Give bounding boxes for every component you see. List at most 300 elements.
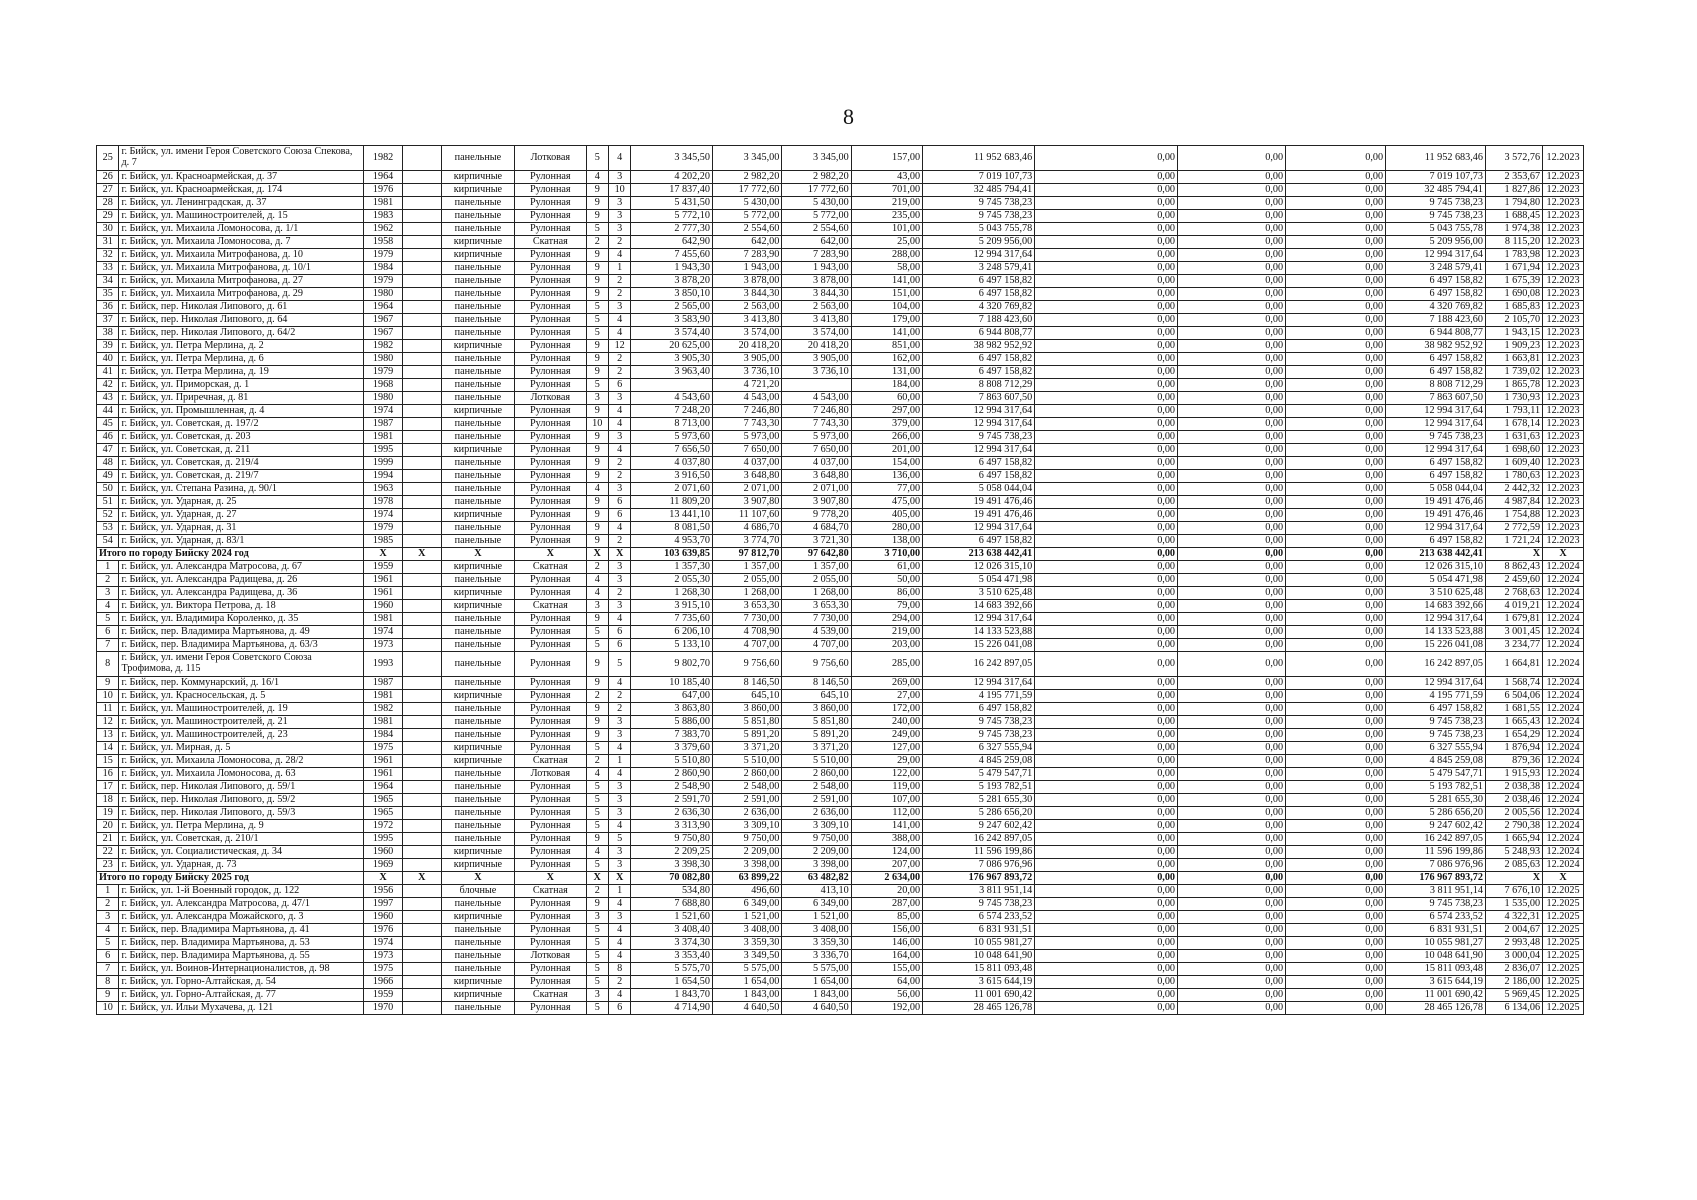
residential-area-owned-cell: 7 650,00 — [782, 444, 851, 457]
floors-cell: 4 — [586, 768, 608, 781]
residents-count-cell: 104,00 — [851, 301, 922, 314]
residential-area-owned-cell: 3 721,30 — [782, 535, 851, 548]
unit-cost-cell: 1 915,93 — [1485, 768, 1542, 781]
row-number-cell: 20 — [97, 820, 119, 833]
cost-federal-cell: 0,00 — [1035, 223, 1178, 236]
floors-cell: 9 — [586, 353, 608, 366]
year-built-cell: 1981 — [364, 716, 403, 729]
cost-total-cell: 9 745 738,23 — [923, 729, 1035, 742]
cost-owners-cell: 5 058 044,04 — [1386, 483, 1486, 496]
year-reconstruction-cell — [402, 950, 441, 963]
roof-type-cell: Лотковая — [515, 950, 586, 963]
cost-regional-cell: 0,00 — [1178, 729, 1286, 742]
year-built-cell: 1995 — [364, 833, 403, 846]
floors-cell: 5 — [586, 223, 608, 236]
floors-cell: 4 — [586, 574, 608, 587]
total-area-cell: 3 379,60 — [631, 742, 713, 755]
total-area-cell: 1 654,50 — [631, 976, 713, 989]
residents-count-cell: 151,00 — [851, 288, 922, 301]
wall-material-cell: панельные — [441, 807, 514, 820]
cost-owners-cell: 14 683 392,66 — [1386, 600, 1486, 613]
cost-total-cell: 28 465 126,78 — [923, 1002, 1035, 1015]
year-built-cell: 1983 — [364, 210, 403, 223]
cost-federal-cell: 0,00 — [1035, 535, 1178, 548]
year-built-cell: 1963 — [364, 483, 403, 496]
completion-date-cell: 12.2024 — [1543, 781, 1584, 794]
year-built-cell: 1980 — [364, 288, 403, 301]
entrances-cell: 2 — [608, 288, 630, 301]
roof-type-cell: Рулонная — [515, 859, 586, 872]
address-cell: г. Бийск, ул. Михаила Ломоносова, д. 7 — [119, 236, 364, 249]
cost-federal-cell: 0,00 — [1035, 794, 1178, 807]
wall-material-cell: панельные — [441, 613, 514, 626]
year-built-cell: 1960 — [364, 600, 403, 613]
wall-material-cell: панельные — [441, 275, 514, 288]
address-cell: г. Бийск, ул. Машиностроителей, д. 21 — [119, 716, 364, 729]
cost-total-cell: 16 242 897,05 — [923, 652, 1035, 677]
cost-local-cell: 0,00 — [1286, 937, 1386, 950]
row-number-cell: 52 — [97, 509, 119, 522]
cost-local-cell: 0,00 — [1286, 470, 1386, 483]
total-area-cell: 2 055,30 — [631, 574, 713, 587]
residential-area-cell: 3 774,70 — [712, 535, 781, 548]
residential-area-owned-cell: 3 907,80 — [782, 496, 851, 509]
cost-total-cell: 3 248 579,41 — [923, 262, 1035, 275]
residents-count-cell: 379,00 — [851, 418, 922, 431]
year-built-cell: 1997 — [364, 898, 403, 911]
cost-federal-cell: 0,00 — [1035, 781, 1178, 794]
cost-federal-cell: 0,00 — [1035, 522, 1178, 535]
cost-regional-cell: 0,00 — [1178, 781, 1286, 794]
cost-owners-cell: 12 994 317,64 — [1386, 418, 1486, 431]
wall-material-cell: кирпичные — [441, 989, 514, 1002]
cost-total-cell: 32 485 794,41 — [923, 184, 1035, 197]
cost-regional-cell: 0,00 — [1178, 379, 1286, 392]
residential-area-cell: 2 591,00 — [712, 794, 781, 807]
row-number-cell: 49 — [97, 470, 119, 483]
cost-total-cell: 7 086 976,96 — [923, 859, 1035, 872]
cost-owners-cell: 7 188 423,60 — [1386, 314, 1486, 327]
roof-type-cell: Рулонная — [515, 366, 586, 379]
entrances-cell: 4 — [608, 522, 630, 535]
wall-material-cell: панельные — [441, 963, 514, 976]
row-number-cell: 38 — [97, 327, 119, 340]
unit-cost-cell: 1 721,24 — [1485, 535, 1542, 548]
year-reconstruction-cell: X — [402, 548, 441, 561]
unit-cost-cell: 3 572,76 — [1485, 146, 1542, 171]
cost-local-cell: 0,00 — [1286, 742, 1386, 755]
address-cell: г. Бийск, ул. Михаила Ломоносова, д. 63 — [119, 768, 364, 781]
residents-count-cell: 2 634,00 — [851, 872, 922, 885]
cost-regional-cell: 0,00 — [1178, 872, 1286, 885]
roof-type-cell: Рулонная — [515, 781, 586, 794]
cost-regional-cell: 0,00 — [1178, 820, 1286, 833]
roof-type-cell: Скатная — [515, 989, 586, 1002]
floors-cell: 2 — [586, 755, 608, 768]
address-cell: г. Бийск, ул. Горно-Алтайская, д. 77 — [119, 989, 364, 1002]
wall-material-cell: кирпичные — [441, 509, 514, 522]
cost-federal-cell: 0,00 — [1035, 548, 1178, 561]
cost-total-cell: 176 967 893,72 — [923, 872, 1035, 885]
entrances-cell: 2 — [608, 275, 630, 288]
row-number-cell: 15 — [97, 755, 119, 768]
year-built-cell: 1956 — [364, 885, 403, 898]
cost-local-cell: 0,00 — [1286, 340, 1386, 353]
residential-area-owned-cell: 413,10 — [782, 885, 851, 898]
residential-area-owned-cell: 5 973,00 — [782, 431, 851, 444]
year-built-cell: 1967 — [364, 314, 403, 327]
roof-type-cell: Рулонная — [515, 911, 586, 924]
cost-federal-cell: 0,00 — [1035, 288, 1178, 301]
cost-local-cell: 0,00 — [1286, 353, 1386, 366]
floors-cell: 9 — [586, 535, 608, 548]
residential-area-owned-cell: 4 543,00 — [782, 392, 851, 405]
cost-total-cell: 14 683 392,66 — [923, 600, 1035, 613]
year-built-cell: 1967 — [364, 327, 403, 340]
residential-area-owned-cell: 2 554,60 — [782, 223, 851, 236]
residential-area-owned-cell: 2 860,00 — [782, 768, 851, 781]
residents-count-cell: 288,00 — [851, 249, 922, 262]
address-cell: г. Бийск, ул. Советская, д. 197/2 — [119, 418, 364, 431]
cost-federal-cell: 0,00 — [1035, 937, 1178, 950]
address-cell: г. Бийск, ул. Ударная, д. 73 — [119, 859, 364, 872]
address-cell: г. Бийск, ул. Виктора Петрова, д. 18 — [119, 600, 364, 613]
floors-cell: 5 — [586, 327, 608, 340]
address-cell: г. Бийск, ул. Михаила Митрофанова, д. 10/1 — [119, 262, 364, 275]
year-reconstruction-cell — [402, 703, 441, 716]
row-number-cell: 23 — [97, 859, 119, 872]
residents-count-cell: 179,00 — [851, 314, 922, 327]
floors-cell: 5 — [586, 301, 608, 314]
cost-regional-cell: 0,00 — [1178, 249, 1286, 262]
year-built-cell: 1960 — [364, 911, 403, 924]
year-reconstruction-cell — [402, 535, 441, 548]
roof-type-cell: Лотковая — [515, 768, 586, 781]
residents-count-cell: 3 710,00 — [851, 548, 922, 561]
table-row — [97, 509, 1584, 522]
table-row — [97, 976, 1584, 989]
completion-date-cell: 12.2024 — [1543, 859, 1584, 872]
cost-total-cell: 11 596 199,86 — [923, 846, 1035, 859]
year-reconstruction-cell — [402, 146, 441, 171]
cost-local-cell: 0,00 — [1286, 859, 1386, 872]
address-cell: г. Бийск, пер. Коммунарский, д. 16/1 — [119, 677, 364, 690]
total-area-cell: 3 850,10 — [631, 288, 713, 301]
address-cell: г. Бийск, ул. Александра Матросова, д. 67 — [119, 561, 364, 574]
cost-federal-cell: 0,00 — [1035, 976, 1178, 989]
cost-regional-cell: 0,00 — [1178, 275, 1286, 288]
residential-area-cell: 3 371,20 — [712, 742, 781, 755]
roof-type-cell: Рулонная — [515, 223, 586, 236]
table-row — [97, 652, 1584, 677]
residents-count-cell: 127,00 — [851, 742, 922, 755]
cost-local-cell: 0,00 — [1286, 262, 1386, 275]
table-row — [97, 431, 1584, 444]
completion-date-cell: 12.2023 — [1543, 535, 1584, 548]
total-area-cell: 8 713,00 — [631, 418, 713, 431]
floors-cell: X — [586, 548, 608, 561]
unit-cost-cell: 2 790,38 — [1485, 820, 1542, 833]
cost-federal-cell: 0,00 — [1035, 1002, 1178, 1015]
entrances-cell: 4 — [608, 937, 630, 950]
entrances-cell: 3 — [608, 807, 630, 820]
total-area-cell: 9 802,70 — [631, 652, 713, 677]
completion-date-cell: 12.2025 — [1543, 1002, 1584, 1015]
residential-area-owned-cell: 4 684,70 — [782, 522, 851, 535]
table-row — [97, 937, 1584, 950]
floors-cell: 5 — [586, 963, 608, 976]
residential-area-owned-cell: 3 574,00 — [782, 327, 851, 340]
residential-area-owned-cell: 3 309,10 — [782, 820, 851, 833]
table-row — [97, 275, 1584, 288]
cost-local-cell: 0,00 — [1286, 755, 1386, 768]
cost-federal-cell: 0,00 — [1035, 716, 1178, 729]
year-reconstruction-cell — [402, 223, 441, 236]
wall-material-cell: панельные — [441, 1002, 514, 1015]
residential-area-owned-cell: 3 336,70 — [782, 950, 851, 963]
roof-type-cell: Рулонная — [515, 820, 586, 833]
year-reconstruction-cell — [402, 249, 441, 262]
roof-type-cell: Рулонная — [515, 431, 586, 444]
cost-owners-cell: 12 994 317,64 — [1386, 405, 1486, 418]
entrances-cell: 2 — [608, 587, 630, 600]
cost-owners-cell: 11 952 683,46 — [1386, 146, 1486, 171]
cost-total-cell: 4 845 259,08 — [923, 755, 1035, 768]
total-area-cell: 4 953,70 — [631, 535, 713, 548]
total-area-cell: 5 772,10 — [631, 210, 713, 223]
cost-regional-cell: 0,00 — [1178, 366, 1286, 379]
total-area-cell: 4 037,80 — [631, 457, 713, 470]
completion-date-cell: 12.2024 — [1543, 677, 1584, 690]
year-built-cell: 1979 — [364, 522, 403, 535]
cost-total-cell: 213 638 442,41 — [923, 548, 1035, 561]
residential-area-owned-cell: 5 430,00 — [782, 197, 851, 210]
floors-cell: 5 — [586, 146, 608, 171]
cost-owners-cell: 6 497 158,82 — [1386, 457, 1486, 470]
cost-total-cell: 15 226 041,08 — [923, 639, 1035, 652]
unit-cost-cell: 1 783,98 — [1485, 249, 1542, 262]
cost-total-cell: 10 048 641,90 — [923, 950, 1035, 963]
wall-material-cell: кирпичные — [441, 171, 514, 184]
year-reconstruction-cell — [402, 366, 441, 379]
table-row — [97, 405, 1584, 418]
roof-type-cell: Рулонная — [515, 639, 586, 652]
cost-owners-cell: 4 320 769,82 — [1386, 301, 1486, 314]
roof-type-cell: X — [515, 548, 586, 561]
cost-owners-cell: 9 745 738,23 — [1386, 210, 1486, 223]
address-cell: г. Бийск, пер. Николая Липового, д. 61 — [119, 301, 364, 314]
year-built-cell: 1979 — [364, 275, 403, 288]
cost-total-cell: 6 574 233,52 — [923, 911, 1035, 924]
completion-date-cell: 12.2024 — [1543, 626, 1584, 639]
floors-cell: 9 — [586, 366, 608, 379]
residential-area-owned-cell: 3 413,80 — [782, 314, 851, 327]
residents-count-cell: 146,00 — [851, 937, 922, 950]
cost-total-cell: 3 811 951,14 — [923, 885, 1035, 898]
unit-cost-cell: 2 459,60 — [1485, 574, 1542, 587]
year-built-cell: 1959 — [364, 989, 403, 1002]
year-built-cell: 1994 — [364, 470, 403, 483]
completion-date-cell: 12.2024 — [1543, 574, 1584, 587]
wall-material-cell: панельные — [441, 652, 514, 677]
cost-total-cell: 9 247 602,42 — [923, 820, 1035, 833]
cost-total-cell: 11 952 683,46 — [923, 146, 1035, 171]
year-built-cell: 1978 — [364, 496, 403, 509]
page-number: 8 — [843, 104, 854, 129]
row-number-cell: 4 — [97, 924, 119, 937]
unit-cost-cell: 1 568,74 — [1485, 677, 1542, 690]
address-cell: г. Бийск, ул. имени Героя Советского Союза Спекова, д. 7 — [119, 146, 364, 171]
cost-local-cell: 0,00 — [1286, 418, 1386, 431]
cost-total-cell: 6 497 158,82 — [923, 457, 1035, 470]
floors-cell: 9 — [586, 184, 608, 197]
year-built-cell: 1993 — [364, 652, 403, 677]
year-built-cell: 1962 — [364, 223, 403, 236]
wall-material-cell: кирпичные — [441, 444, 514, 457]
unit-cost-cell: 6 504,06 — [1485, 690, 1542, 703]
table-row — [97, 340, 1584, 353]
cost-total-cell: 5 209 956,00 — [923, 236, 1035, 249]
unit-cost-cell: 1 664,81 — [1485, 652, 1542, 677]
entrances-cell: 3 — [608, 483, 630, 496]
wall-material-cell: панельные — [441, 314, 514, 327]
wall-material-cell: кирпичные — [441, 249, 514, 262]
residential-area-owned-cell: 1 843,00 — [782, 989, 851, 1002]
table-row — [97, 249, 1584, 262]
cost-regional-cell: 0,00 — [1178, 301, 1286, 314]
residential-area-cell: 1 843,00 — [712, 989, 781, 1002]
roof-type-cell: Рулонная — [515, 898, 586, 911]
wall-material-cell: панельные — [441, 820, 514, 833]
table-row — [97, 807, 1584, 820]
row-number-cell: 43 — [97, 392, 119, 405]
entrances-cell: 3 — [608, 431, 630, 444]
entrances-cell: 4 — [608, 898, 630, 911]
cost-owners-cell: 6 574 233,52 — [1386, 911, 1486, 924]
roof-type-cell: Скатная — [515, 600, 586, 613]
residents-count-cell: 122,00 — [851, 768, 922, 781]
cost-total-cell: 9 745 738,23 — [923, 431, 1035, 444]
total-area-cell: 7 248,20 — [631, 405, 713, 418]
residential-area-cell: 7 730,00 — [712, 613, 781, 626]
residents-count-cell: 56,00 — [851, 989, 922, 1002]
wall-material-cell: панельные — [441, 301, 514, 314]
wall-material-cell: кирпичные — [441, 340, 514, 353]
total-area-cell: 2 209,25 — [631, 846, 713, 859]
cost-local-cell: 0,00 — [1286, 249, 1386, 262]
year-built-cell: 1976 — [364, 184, 403, 197]
cost-local-cell: 0,00 — [1286, 963, 1386, 976]
roof-type-cell: Рулонная — [515, 587, 586, 600]
total-area-cell: 5 973,60 — [631, 431, 713, 444]
cost-regional-cell: 0,00 — [1178, 989, 1286, 1002]
cost-owners-cell: 6 497 158,82 — [1386, 703, 1486, 716]
cost-regional-cell: 0,00 — [1178, 742, 1286, 755]
residents-count-cell: 219,00 — [851, 197, 922, 210]
cost-federal-cell: 0,00 — [1035, 729, 1178, 742]
wall-material-cell: панельные — [441, 353, 514, 366]
roof-type-cell: Рулонная — [515, 613, 586, 626]
wall-material-cell: панельные — [441, 626, 514, 639]
cost-regional-cell: 0,00 — [1178, 833, 1286, 846]
residential-area-owned-cell: 1 357,00 — [782, 561, 851, 574]
entrances-cell: 2 — [608, 366, 630, 379]
unit-cost-cell: 8 862,43 — [1485, 561, 1542, 574]
unit-cost-cell: 1 739,02 — [1485, 366, 1542, 379]
table-row — [97, 392, 1584, 405]
cost-total-cell: 8 808 712,29 — [923, 379, 1035, 392]
table-row — [97, 1002, 1584, 1015]
unit-cost-cell: 4 322,31 — [1485, 911, 1542, 924]
residents-count-cell: 141,00 — [851, 275, 922, 288]
address-cell: г. Бийск, пер. Владимира Мартьянова, д. 53 — [119, 937, 364, 950]
wall-material-cell: панельные — [441, 288, 514, 301]
residential-area-cell: 5 851,80 — [712, 716, 781, 729]
cost-regional-cell: 0,00 — [1178, 950, 1286, 963]
floors-cell: 5 — [586, 937, 608, 950]
residents-count-cell: 172,00 — [851, 703, 922, 716]
cost-total-cell: 6 497 158,82 — [923, 353, 1035, 366]
unit-cost-cell: 1 754,88 — [1485, 509, 1542, 522]
row-number-cell: 42 — [97, 379, 119, 392]
roof-type-cell: Рулонная — [515, 171, 586, 184]
cost-local-cell: 0,00 — [1286, 561, 1386, 574]
address-cell: г. Бийск, ул. Советская, д. 210/1 — [119, 833, 364, 846]
cost-local-cell: 0,00 — [1286, 781, 1386, 794]
floors-cell: 5 — [586, 781, 608, 794]
unit-cost-cell: 2 085,63 — [1485, 859, 1542, 872]
year-reconstruction-cell — [402, 275, 441, 288]
cost-local-cell: 0,00 — [1286, 872, 1386, 885]
total-area-cell: 3 574,40 — [631, 327, 713, 340]
residential-area-cell: 8 146,50 — [712, 677, 781, 690]
floors-cell: 5 — [586, 314, 608, 327]
unit-cost-cell: 1 730,93 — [1485, 392, 1542, 405]
cost-federal-cell: 0,00 — [1035, 872, 1178, 885]
completion-date-cell: 12.2024 — [1543, 652, 1584, 677]
completion-date-cell: 12.2023 — [1543, 431, 1584, 444]
row-number-cell: 44 — [97, 405, 119, 418]
residential-area-cell: 7 246,80 — [712, 405, 781, 418]
residents-count-cell: 107,00 — [851, 794, 922, 807]
residential-area-owned-cell: 3 359,30 — [782, 937, 851, 950]
completion-date-cell: 12.2024 — [1543, 742, 1584, 755]
residential-area-owned-cell: 7 283,90 — [782, 249, 851, 262]
floors-cell: 4 — [586, 587, 608, 600]
floors-cell: 9 — [586, 703, 608, 716]
roof-type-cell: Рулонная — [515, 846, 586, 859]
roof-type-cell: Рулонная — [515, 690, 586, 703]
cost-total-cell: 5 058 044,04 — [923, 483, 1035, 496]
residential-area-cell: 3 309,10 — [712, 820, 781, 833]
table-row — [97, 223, 1584, 236]
completion-date-cell: 12.2024 — [1543, 600, 1584, 613]
cost-local-cell: 0,00 — [1286, 535, 1386, 548]
wall-material-cell: кирпичные — [441, 911, 514, 924]
cost-owners-cell: 6 497 158,82 — [1386, 288, 1486, 301]
cost-federal-cell: 0,00 — [1035, 613, 1178, 626]
total-area-cell: 4 714,90 — [631, 1002, 713, 1015]
cost-total-cell: 12 994 317,64 — [923, 613, 1035, 626]
roof-type-cell: Рулонная — [515, 379, 586, 392]
year-built-cell: 1981 — [364, 690, 403, 703]
cost-total-cell: 6 497 158,82 — [923, 288, 1035, 301]
year-built-cell: 1966 — [364, 976, 403, 989]
entrances-cell: 6 — [608, 1002, 630, 1015]
cost-regional-cell: 0,00 — [1178, 794, 1286, 807]
row-number-cell: 50 — [97, 483, 119, 496]
completion-date-cell: 12.2023 — [1543, 249, 1584, 262]
